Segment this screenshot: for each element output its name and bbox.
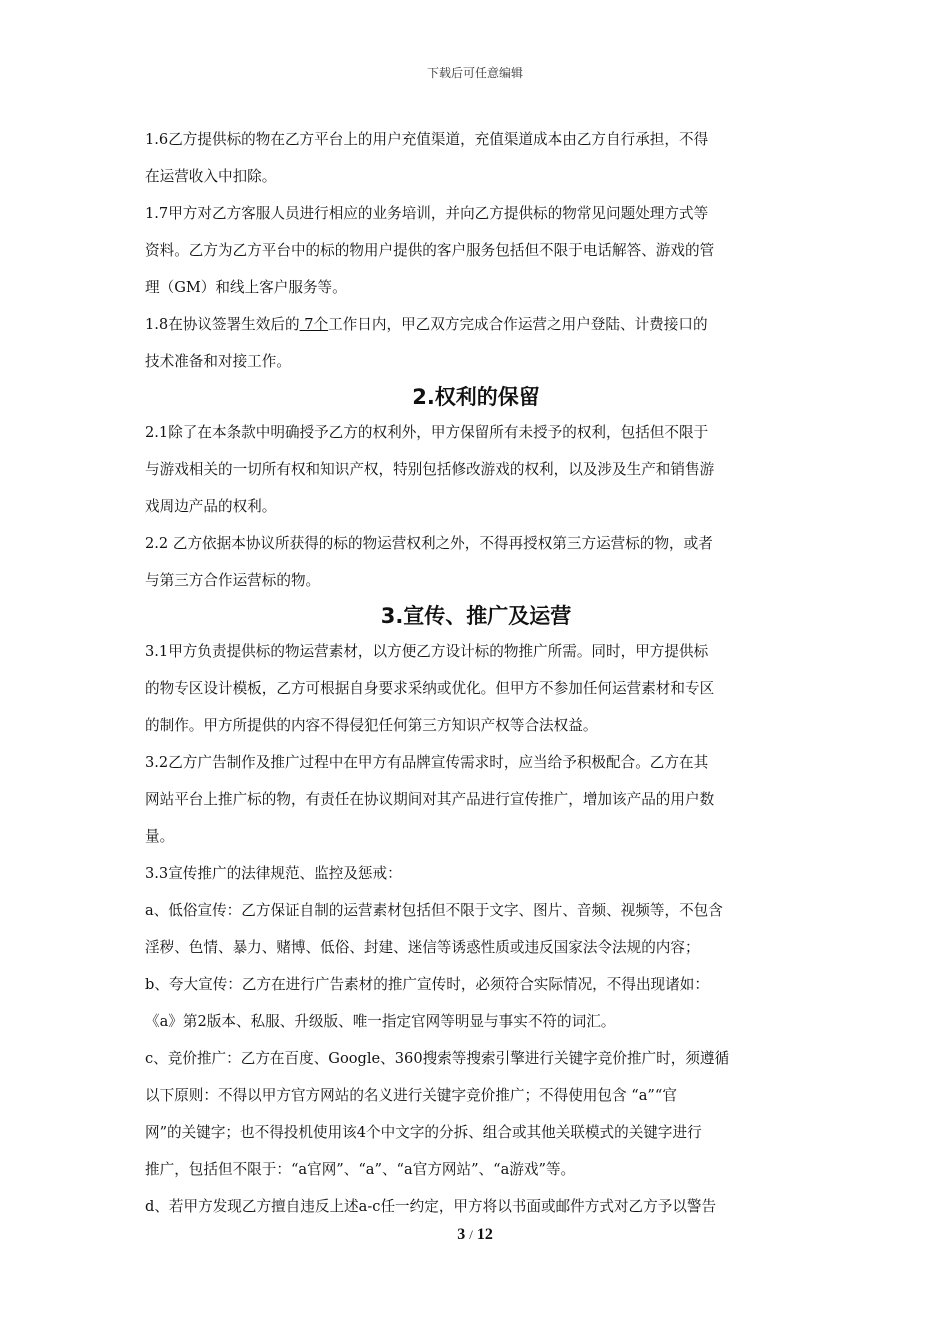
clause-3-2-line-1: 3.2乙方广告制作及推广过程中在甲方有品牌宣传需求时，应当给予积极配合。乙方在其 xyxy=(145,754,709,771)
item-a-line-2: 淫秽、色情、暴力、赌博、低俗、封建、迷信等诱惑性质或违反国家法令法规的内容； xyxy=(145,939,700,956)
item-b-line-2: 《a》第2版本、私服、升级版、唯一指定官网等明显与事实不符的词汇。 xyxy=(145,1013,616,1030)
page-separator: / xyxy=(469,1227,473,1242)
clause-3-3-title: 3.3宣传推广的法律规范、监控及惩戒： xyxy=(145,865,402,882)
clause-1-7-line-1: 1.7甲方对乙方客服人员进行相应的业务培训，并向乙方提供标的物常见问题处理方式等 xyxy=(145,205,709,222)
clause-2-1-line-1: 2.1除了在本条款中明确授予乙方的权利外，甲方保留所有未授予的权利，包括但不限于 xyxy=(145,424,709,441)
item-c-line-4: 推广，包括但不限于：“a官网”、“a”、“a官方网站”、“a游戏”等。 xyxy=(145,1161,576,1178)
clause-1-8-line-1 xyxy=(145,306,807,343)
clause-1-7-line-3: 理（GM）和线上客户服务等。 xyxy=(145,279,347,296)
document-body xyxy=(145,121,807,1225)
clause-1-8-days: 7个 xyxy=(299,316,329,333)
clause-2-1-line-2: 与游戏相关的一切所有权和知识产权，特别包括修改游戏的权利，以及涉及生产和销售游 xyxy=(145,461,715,478)
item-c-line-1: c、竞价推广：乙方在百度、Google、360搜索等搜索引擎进行关键字竞价推广时，须遵循 xyxy=(145,1050,730,1067)
item-c-line-3: 网”的关键字；也不得投机使用该4个中文字的分拆、组合或其他关联模式的关键字进行 xyxy=(145,1124,702,1141)
clause-2-2-line-1: 2.2 乙方依据本协议所获得的标的物运营权利之外，不得再授权第三方运营标的物，或者 xyxy=(145,535,713,552)
clause-3-1-line-1: 3.1甲方负责提供标的物运营素材，以方便乙方设计标的物推广所需。同时，甲方提供标 xyxy=(145,643,709,660)
item-a-line-1: a、低俗宣传：乙方保证自制的运营素材包括但不限于文字、图片、音频、视频等，不包含 xyxy=(145,902,723,919)
item-d-line-1: d、若甲方发现乙方擅自违反上述a-c任一约定，甲方将以书面或邮件方式对乙方予以警告 xyxy=(145,1198,717,1215)
item-c-line-2: 以下原则：不得以甲方官方网站的名义进行关键字竞价推广；不得使用包含 “a”“官 xyxy=(145,1087,677,1104)
clause-1-7-line-2: 资料。乙方为乙方平台中的标的物用户提供的客户服务包括但不限于电话解答、游戏的管 xyxy=(145,242,715,259)
clause-2-1-line-3: 戏周边产品的权利。 xyxy=(145,498,277,515)
total-pages: 12 xyxy=(476,1226,493,1243)
section-2-heading: 2.权利的保留 xyxy=(412,385,540,409)
clause-3-1-line-2: 的物专区设计模板，乙方可根据自身要求采纳或优化。但甲方不参加任何运营素材和专区 xyxy=(145,680,715,697)
current-page: 3 xyxy=(457,1226,466,1243)
clause-1-6-line-2: 在运营收入中扣除。 xyxy=(145,168,277,185)
clause-3-2-line-2: 网站平台上推广标的物，有责任在协议期间对其产品进行宣传推广，增加该产品的用户数 xyxy=(145,791,715,808)
clause-1-8-line-2: 技术准备和对接工作。 xyxy=(145,353,291,370)
clause-3-1-line-3: 的制作。甲方所提供的内容不得侵犯任何第三方知识产权等合法权益。 xyxy=(145,717,598,734)
clause-3-2-line-3: 量。 xyxy=(145,828,175,845)
section-3-heading: 3.宣传、推广及运营 xyxy=(380,604,572,628)
page-number xyxy=(0,1226,950,1244)
clause-1-6-line-1: 1.6乙方提供标的物在乙方平台上的用户充值渠道，充值渠道成本由乙方自行承担，不得 xyxy=(145,131,709,148)
item-b-line-1: b、夸大宣传：乙方在进行广告素材的推广宣传时，必须符合实际情况，不得出现诸如： xyxy=(145,976,709,993)
page-header: 下载后可任意编辑 xyxy=(426,66,523,80)
clause-1-8-pre: 1.8在协议签署生效后的 xyxy=(145,316,300,333)
clause-1-8-post: 工作日内，甲乙双方完成合作运营之用户登陆、计费接口的 xyxy=(328,316,708,333)
clause-2-2-line-2: 与第三方合作运营标的物。 xyxy=(145,572,321,589)
